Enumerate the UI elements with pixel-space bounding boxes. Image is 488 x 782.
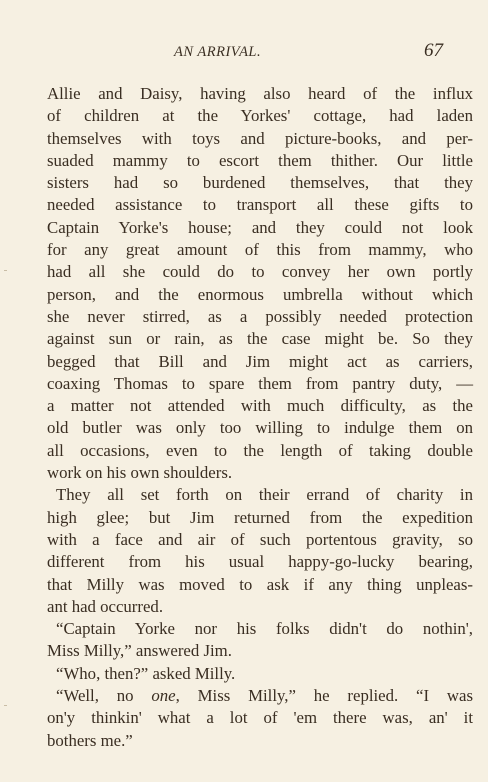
text-line: had all she could do to convey her own portly — [47, 262, 473, 282]
text-line: begged that Bill and Jim might act as carriers, — [47, 351, 473, 371]
running-title: AN ARRIVAL. — [174, 44, 262, 60]
text-line: “Well, no one, Miss Milly,” he replied. “I was — [56, 686, 474, 706]
text-line: high glee; but Jim returned from the expedition — [47, 507, 473, 527]
text-line: work on his own shoulders. — [47, 463, 233, 483]
text-line: of children at the Yorkes' cottage, had laden — [47, 106, 473, 126]
text-line: Miss Milly,” answered Jim. — [47, 641, 232, 661]
text-line: “Captain Yorke nor his folks didn't do nothin', — [56, 619, 473, 639]
text-line: against sun or rain, as the case might be. So they — [47, 329, 473, 349]
margin-speck — [4, 705, 7, 706]
text-line: Allie and Daisy, having also heard of the influx — [47, 84, 473, 103]
margin-speck — [4, 270, 7, 271]
text-line: different from his usual happy-go-lucky bearing, — [47, 552, 473, 572]
text-line: coaxing Thomas to spare them from pantry duty, — — [47, 373, 473, 393]
text-line: on'y thinkin' what a lot of 'em there was, an' it — [47, 708, 473, 728]
text-line: needed assistance to transport all these gifts to — [47, 195, 473, 215]
page-number: 67 — [424, 40, 443, 61]
text-line: all occasions, even to the length of taking double — [47, 440, 473, 460]
text-line: sisters had so burdened themselves, that they — [47, 173, 473, 193]
text-line: a matter not attended with much difficulty, as the — [47, 396, 473, 416]
text-line: she never stirred, as a possibly needed protection — [47, 306, 473, 326]
text-line: for any great amount of this from mammy, who — [47, 240, 473, 260]
body-text — [47, 83, 473, 752]
text-line: with a face and air of such portentous gravity, so — [47, 529, 473, 549]
text-line: “Who, then?” asked Milly. — [56, 663, 236, 683]
text-line: ant had occurred. — [47, 596, 164, 616]
text-line: bothers me.” — [47, 730, 133, 750]
text-line: suaded mammy to escort them thither. Our little — [47, 150, 473, 170]
text-line: They all set forth on their errand of charity in — [56, 485, 473, 505]
text-line: Captain Yorke's house; and they could not look — [47, 217, 473, 237]
text-line: themselves with toys and picture-books, and per- — [47, 128, 473, 148]
text-line: that Milly was moved to ask if any thing unpleas- — [47, 574, 473, 594]
text-line: person, and the enormous umbrella without which — [47, 284, 473, 304]
text-line: old butler was only too willing to indulge them on — [47, 418, 473, 438]
